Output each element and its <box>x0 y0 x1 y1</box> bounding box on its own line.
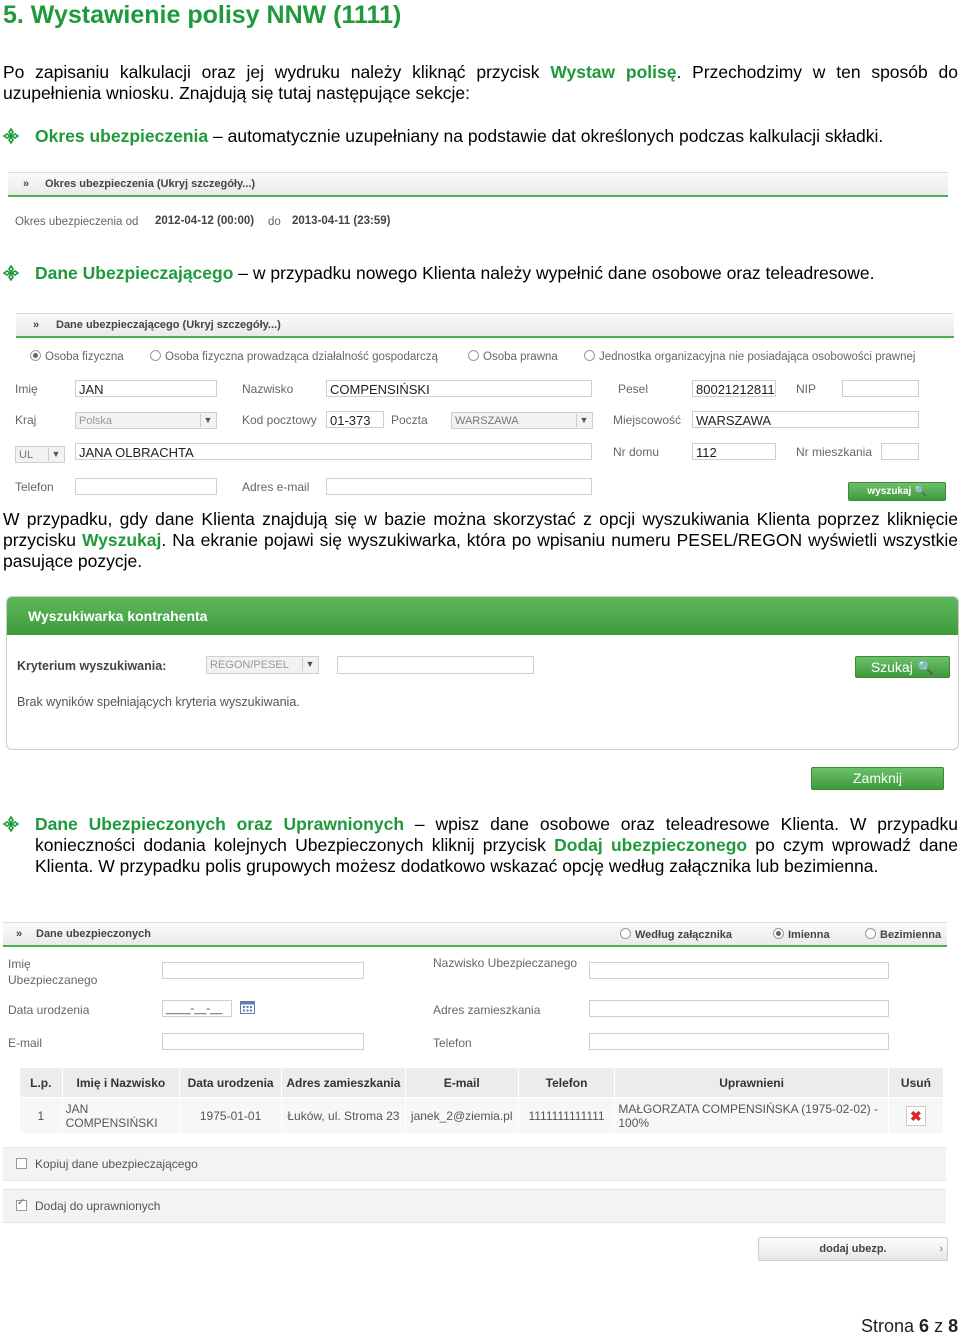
wyszukaj-button[interactable] <box>848 482 946 501</box>
col-name: Imię i Nazwisko <box>62 1068 180 1098</box>
table-header-row <box>20 1068 944 1098</box>
szukaj-button[interactable] <box>855 656 950 678</box>
criterion-label: Kryterium wyszukiwania: <box>17 659 167 673</box>
add-beneficiary-label: Dodaj do uprawnionych <box>35 1199 161 1213</box>
kod-field[interactable]: 01-373 <box>326 411 384 428</box>
chevron-right-icon: › <box>939 1243 943 1255</box>
label-nr-domu: Nr domu <box>613 445 660 459</box>
label-kraj: Kraj <box>15 413 37 427</box>
period-to-label: do <box>268 216 281 228</box>
radio-icon[interactable] <box>468 350 479 361</box>
bullet-insurer <box>35 263 955 284</box>
period-from-label: Okres ubezpieczenia od <box>15 216 139 228</box>
label-telefon-ubezp: Telefon <box>433 1036 472 1050</box>
bullet-insured-text1: – wpisz dane osobowe oraz teleadresowe Klienta. W przypadku konieczności dodania kolejnych Ubezpieczonych kliknij przycisk <box>35 814 958 855</box>
label-email-ubezp: E-mail <box>8 1036 43 1050</box>
search-dialog <box>6 596 959 750</box>
insurer-header-label[interactable]: Dane ubezpieczającego (Ukryj szczegóły...) <box>56 319 281 331</box>
radio-label: Osoba prawna <box>483 351 558 363</box>
bullet-insured-text2: po czym wprowadź dane Klienta. W przypadku polis grupowych możesz dodatkowo wskazać opcję według załącznika lub bezimienna. <box>35 835 958 876</box>
label-imie: Imię <box>15 382 38 396</box>
radio-bezimienna[interactable] <box>865 928 941 941</box>
period-section-header[interactable] <box>8 172 948 197</box>
label-data-urodzenia: Data urodzenia <box>8 1003 90 1017</box>
ul-value: UL <box>19 449 34 461</box>
search-dialog-titlebar <box>7 597 958 635</box>
col-beneficiary: Uprawnieni <box>615 1068 888 1098</box>
kraj-select[interactable] <box>75 412 217 429</box>
radio-label: Imienna <box>788 929 830 941</box>
label-pesel: Pesel <box>618 382 649 396</box>
label-telefon: Telefon <box>15 480 54 494</box>
bullet-insurer-title: Dane Ubezpieczającego <box>35 263 234 283</box>
intro-text-after: . Przechodzimy w ten sposób do uzupełnienia wniosku. Znajdują się tutaj następujące sekcje: <box>3 62 958 103</box>
footer-total: 8 <box>948 1316 959 1336</box>
radio-icon[interactable] <box>584 350 595 361</box>
add-insured-label: dodaj ubezp. <box>819 1243 887 1255</box>
search-icon: 🔍 <box>916 659 935 675</box>
label-imie-ubezp: Imię Ubezpieczanego <box>8 957 98 987</box>
bullet-insurer-text: – w przypadku nowego Klienta należy wypełnić dane osobowe oraz teleadresowe. <box>233 263 875 283</box>
radio-label: Osoba fizyczna prowadząca działalność gospodarczą <box>165 351 438 363</box>
col-birth: Data urodzenia <box>180 1068 282 1098</box>
page-footer <box>861 1316 958 1337</box>
collapse-chevron-icon[interactable]: » <box>23 178 30 190</box>
copy-insurer-row <box>3 1147 946 1181</box>
delete-icon[interactable]: ✖ <box>906 1106 926 1126</box>
cell-email: janek_2@ziemia.pl <box>405 1098 518 1134</box>
insured-adres-field[interactable] <box>589 1000 889 1017</box>
label-adres: Adres zamieszkania <box>433 1003 541 1017</box>
add-beneficiary-row <box>3 1189 946 1223</box>
label-miejscowosc: Miejscowość <box>613 413 682 427</box>
radio-osoba-prawna[interactable] <box>468 350 558 363</box>
radio-label: Osoba fizyczna <box>45 351 124 363</box>
label-nr-mieszkania: Nr mieszkania <box>796 445 873 459</box>
diamond-bullet-icon <box>3 128 19 144</box>
label-poczta: Poczta <box>391 413 428 427</box>
insured-email-field[interactable] <box>162 1033 364 1050</box>
copy-insurer-label: Kopiuj dane ubezpieczającego <box>35 1157 198 1171</box>
page-title: 5. Wystawienie polisy NNW (1111) <box>3 1 402 29</box>
criterion-select[interactable] <box>206 656 319 674</box>
poczta-value: WARSZAWA <box>455 415 519 427</box>
telefon-field[interactable] <box>75 478 217 495</box>
chevron-down-icon[interactable]: ▼ <box>576 414 591 427</box>
radio-label: Jednostka organizacyjna nie posiadająca osobowości prawnej <box>599 351 916 363</box>
search-input[interactable] <box>337 656 534 674</box>
label-nazwisko: Nazwisko <box>242 382 294 396</box>
cell-address: Łuków, ul. Stroma 23 <box>282 1098 406 1134</box>
nr-domu-field[interactable]: 112 <box>692 443 776 460</box>
diamond-bullet-icon <box>3 816 19 832</box>
miejscowosc-field[interactable]: WARSZAWA <box>692 411 919 428</box>
col-address: Adres zamieszkania <box>282 1068 406 1098</box>
radio-icon[interactable] <box>773 928 784 939</box>
col-phone: Telefon <box>518 1068 615 1098</box>
bullet-insured-title: Dane Ubezpieczonych oraz Uprawnionych <box>35 814 405 834</box>
cell-birth: 1975-01-01 <box>180 1098 282 1134</box>
no-results-text: Brak wyników spełniających kryteria wyszukiwania. <box>17 695 300 709</box>
cell-beneficiary: MAŁGORZATA COMPENSIŃSKA (1975-02-02) - 100% <box>615 1098 888 1134</box>
criterion-value: REGON/PESEL <box>210 659 289 671</box>
chevron-down-icon[interactable]: ▼ <box>200 414 215 427</box>
collapse-chevron-icon[interactable]: » <box>33 319 40 331</box>
copy-insurer-checkbox[interactable] <box>16 1157 198 1171</box>
insured-table <box>19 1067 944 1134</box>
label-nazwisko-ubezp: Nazwisko Ubezpieczanego <box>433 956 578 970</box>
ul-select[interactable] <box>15 446 65 463</box>
para2-link: Wyszukaj <box>81 530 162 550</box>
insured-nazwisko-field[interactable] <box>589 962 889 979</box>
col-delete: Usuń <box>888 1068 943 1098</box>
col-email: E-mail <box>405 1068 518 1098</box>
period-from-value: 2012-04-12 (00:00) <box>155 215 255 227</box>
chevron-down-icon[interactable]: ▼ <box>48 448 63 461</box>
poczta-select[interactable] <box>451 412 593 429</box>
checkbox-icon[interactable] <box>16 1158 27 1169</box>
pesel-field[interactable]: 80021212811 <box>692 380 776 397</box>
ulica-field[interactable]: JANA OLBRACHTA <box>75 443 592 460</box>
insurer-section-header[interactable] <box>16 313 954 338</box>
nip-field[interactable] <box>842 380 919 397</box>
insured-header-label: Dane ubezpieczonych <box>36 928 151 940</box>
insured-telefon-field[interactable] <box>589 1033 889 1050</box>
bullet-insured <box>35 814 958 877</box>
zamknij-button[interactable]: Zamknij <box>811 767 944 790</box>
checkbox-icon[interactable] <box>16 1200 27 1211</box>
radio-wedlug-zalacznika[interactable] <box>620 928 732 941</box>
szukaj-label: Szukaj <box>870 659 913 675</box>
radio-imienna[interactable] <box>773 928 830 941</box>
label-email: Adres e-mail <box>242 480 310 494</box>
radio-label: Bezimienna <box>880 929 942 941</box>
radio-dzialalnosc[interactable] <box>150 350 438 363</box>
imie-field[interactable]: JAN <box>75 380 217 397</box>
insured-imie-field[interactable] <box>162 962 364 979</box>
footer-prefix: Strona <box>861 1316 920 1336</box>
bullet-insured-link: Dodaj ubezpieczonego <box>554 835 748 855</box>
intro-paragraph <box>3 62 958 104</box>
para2-after: . Na ekranie pojawi się wyszukiwarka, która po wpisaniu numeru PESEL/REGON wyświetli wszystkie pasujące pozycje. <box>3 530 958 571</box>
collapse-chevron-icon[interactable]: » <box>16 928 23 940</box>
bullet-period-title: Okres ubezpieczenia <box>35 126 209 146</box>
intro-text-before: Po zapisaniu kalkulacji oraz jej wydruku należy kliknąć przycisk <box>3 62 551 82</box>
cell-lp: 1 <box>20 1098 63 1134</box>
cell-phone: 1111111111111 <box>518 1098 615 1134</box>
period-header-label[interactable]: Okres ubezpieczenia (Ukryj szczegóły...) <box>45 178 256 190</box>
radio-jednostka[interactable] <box>584 350 915 363</box>
nazwisko-field[interactable]: COMPENSIŃSKI <box>326 380 592 397</box>
birth-date-field[interactable]: ____-__-__ <box>162 1000 232 1017</box>
insured-section-header <box>3 922 947 947</box>
search-icon: 🔍 <box>914 486 927 497</box>
radio-icon[interactable] <box>150 350 161 361</box>
radio-icon[interactable] <box>865 928 876 939</box>
footer-page: 6 <box>919 1316 930 1336</box>
bullet-period <box>35 126 955 147</box>
search-paragraph <box>3 509 958 572</box>
col-lp: L.p. <box>20 1068 63 1098</box>
table-row <box>20 1098 944 1134</box>
label-nip: NIP <box>796 382 817 396</box>
cell-delete <box>888 1098 943 1134</box>
intro-link: Wystaw polisę <box>550 62 677 82</box>
radio-label: Według załącznika <box>635 929 732 941</box>
nr-mieszkania-field[interactable] <box>881 443 919 460</box>
footer-mid: z <box>929 1316 949 1336</box>
label-kod: Kod pocztowy <box>242 413 317 427</box>
add-insured-button[interactable] <box>758 1237 948 1261</box>
para2-before: W przypadku, gdy dane Klienta znajdują się w bazie można skorzystać z opcji wyszukiwania Klienta poprzez kliknięcie przycisku <box>3 509 958 550</box>
chevron-down-icon[interactable]: ▼ <box>302 658 317 671</box>
radio-osoba-fizyczna[interactable] <box>30 350 124 363</box>
email-field[interactable] <box>326 478 592 495</box>
calendar-icon[interactable] <box>240 1000 255 1014</box>
bullet-period-text: – automatycznie uzupełniany na podstawie dat określonych podczas kalkulacji składki. <box>208 126 884 146</box>
search-dialog-title: Wyszukiwarka kontrahenta <box>28 608 208 624</box>
radio-icon[interactable] <box>620 928 631 939</box>
add-beneficiary-checkbox[interactable] <box>16 1199 160 1213</box>
cell-name: JAN COMPENSIŃSKI <box>62 1098 180 1134</box>
period-to-value: 2013-04-11 (23:59) <box>292 215 391 227</box>
kraj-value: Polska <box>79 415 113 427</box>
radio-icon[interactable] <box>30 350 41 361</box>
wyszukaj-label: wyszukaj <box>867 486 912 497</box>
diamond-bullet-icon <box>3 265 19 281</box>
